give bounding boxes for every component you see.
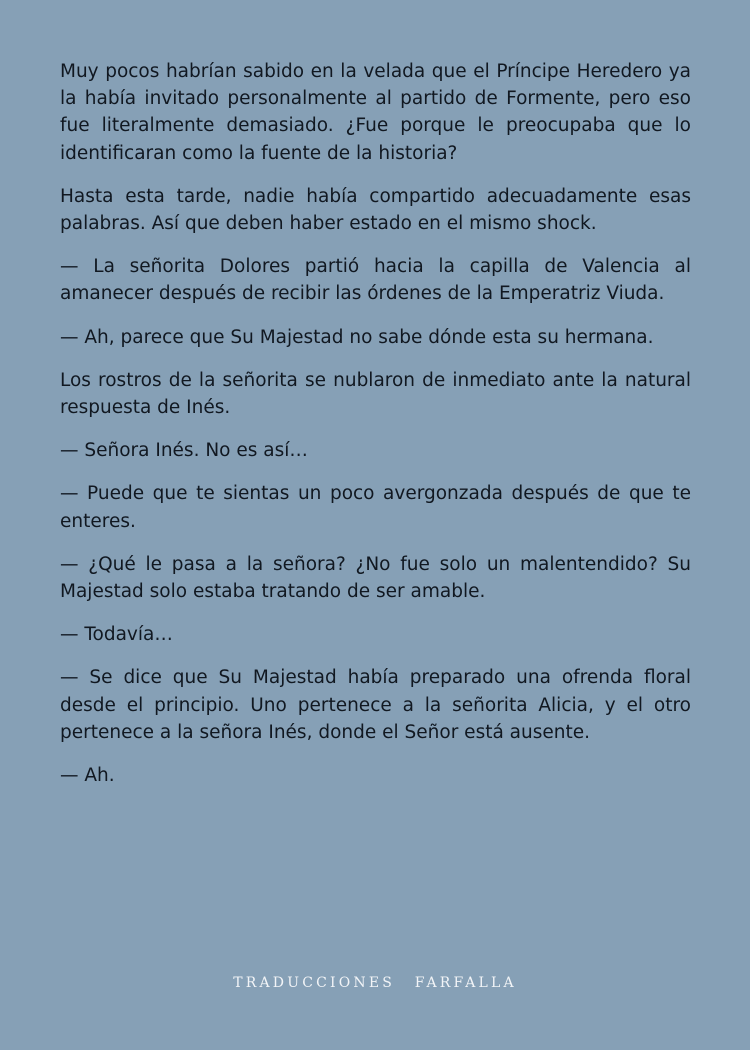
paragraph: Hasta esta tarde, nadie había compartido adecuadamente esas palabras. Así que deben haber estado en el mismo shock. <box>60 185 691 235</box>
paragraph: — ¿Qué le pasa a la señora? ¿No fue solo un malentendido? Su Majestad solo estaba tratando de ser amable. <box>60 553 691 603</box>
page-footer-credit: TRADUCCIONES FARFALLA <box>233 975 517 991</box>
paragraph: Muy pocos habrían sabido en la velada que el Príncipe Heredero ya la había invitado personalmente al partido de Formente, pero eso fue literalmente demasiado. ¿Fue porque le preocupaba que lo identificaran como la fuente de la historia? <box>60 61 691 164</box>
paragraph: — La señorita Dolores partió hacia la capilla de Valencia al amanecer después de recibir las órdenes de la Emperatriz Viuda. <box>60 256 691 305</box>
paragraph: — Ah. <box>60 765 115 787</box>
paragraph: — Ah, parece que Su Majestad no sabe dónde esta su hermana. <box>60 326 654 348</box>
paragraph: Los rostros de la señorita se nublaron de inmediato ante la natural respuesta de Inés. <box>60 369 691 419</box>
paragraph: — Se dice que Su Majestad había preparado una ofrenda floral desde el principio. Uno pertenece a la señorita Alicia, y el otro pertenece a la señora Inés, donde el Señor está ausente. <box>60 667 691 743</box>
paragraph: — Señora Inés. No es así… <box>60 440 308 462</box>
paragraph: — Todavía… <box>60 624 173 646</box>
document-body <box>60 58 691 805</box>
paragraph: — Puede que te sientas un poco avergonzada después de que te enteres. <box>60 483 691 532</box>
